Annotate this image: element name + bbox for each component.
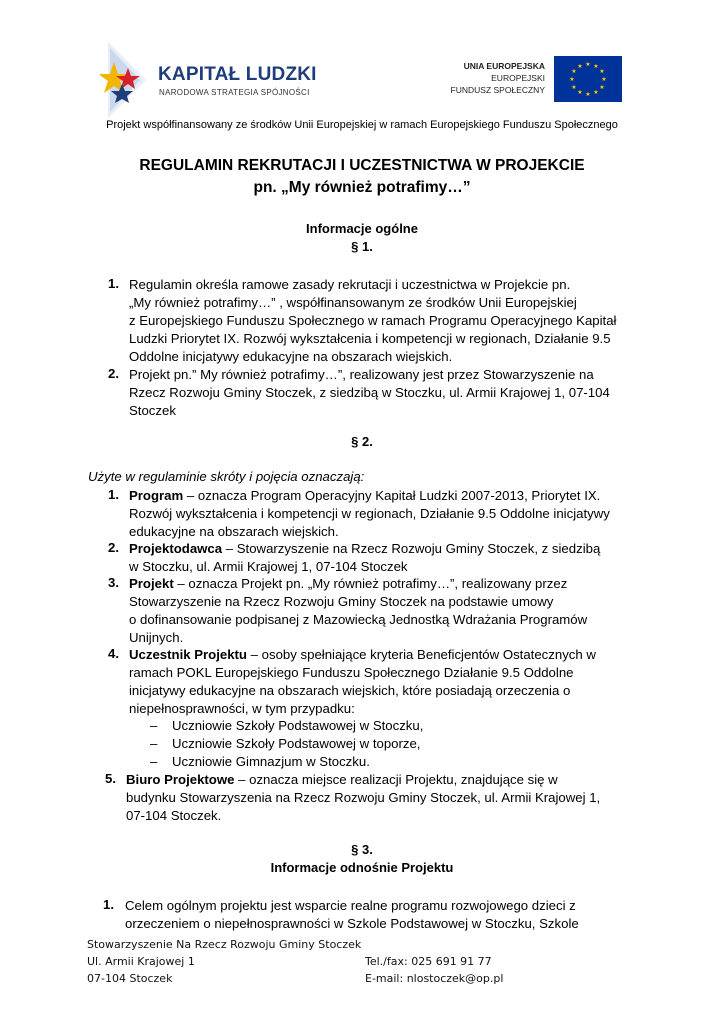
svg-text:★: ★ xyxy=(599,68,605,75)
logo-title: KAPITAŁ LUDZKI xyxy=(158,64,317,85)
s2-item-3-line: Stowarzyszenie na Rzecz Rozwoju Gminy Stoczek na podstawie umowy xyxy=(129,594,554,609)
eu-flag-icon xyxy=(554,56,622,102)
s2-item-4 xyxy=(129,646,596,718)
s2-item-3-line: – oznacza Projekt pn. „My również potrafimy…”, realizowany przez xyxy=(173,576,568,591)
s1-item-1-line: Regulamin określa ramowe zasady rekrutacji i uczestnictwa w Projekcie pn. xyxy=(129,277,571,292)
section3-heading: Informacje odnośnie Projektu xyxy=(270,860,454,875)
dash-bullet: – xyxy=(150,754,158,769)
cofinancing-note: Projekt współfinansowany ze środków Unii Europejskiej w ramach Europejskiego Funduszu Społecznego xyxy=(106,119,618,131)
s2-item-5-line: 07-104 Stoczek. xyxy=(126,808,222,823)
s1-item-1-line: „My również potrafimy…” , współfinansowanym ze środków Unii Europejskiej xyxy=(129,295,577,310)
s2-item-5-line: – oznacza miejsce realizacji Projektu, znajdujące się w xyxy=(234,772,558,787)
svg-text:★: ★ xyxy=(585,91,591,98)
s2-item-4-line: ramach POKL Europejskiego Funduszu Społecznego Działanie 9.5 Oddolne xyxy=(129,665,574,680)
section3-paragraph: § 3. xyxy=(351,842,373,857)
s1-item-2-number: 2. xyxy=(108,366,119,381)
s1-item-1-line: Ludzki Priorytet IX. Rozwój wykształcenia i kompetencji w regionach, Działanie 9.5 xyxy=(129,331,611,346)
s1-item-1-line: z Europejskiego Funduszu Społecznego w ramach Programu Operacyjnego Kapitał xyxy=(129,313,617,328)
s2-item-1-line: – oznacza Program Operacyjny Kapitał Ludzki 2007-2013, Priorytet IX. xyxy=(183,488,601,503)
section2-intro: Użyte w regulaminie skróty i pojęcia oznaczają: xyxy=(88,469,365,484)
s2-item-5 xyxy=(126,771,600,825)
s2-item-4-line: niepełnosprawności, w tym przypadku: xyxy=(129,701,355,716)
svg-text:★: ★ xyxy=(599,84,605,91)
s3-item-1-line: Celem ogólnym projektu jest wsparcie realne programu rozwojowego dzieci z xyxy=(125,898,576,913)
s2-item-1 xyxy=(129,487,610,541)
s2-item-5-line: budynku Stowarzyszenia na Rzecz Rozwoju Gminy Stoczek, ul. Armii Krajowej 1, xyxy=(126,790,601,805)
s2-item-2-term: Projektodawca xyxy=(129,541,223,556)
s2-item-1-term: Program xyxy=(129,488,184,503)
footer-phone: Tel./fax: 025 691 91 77 xyxy=(365,955,492,968)
s3-item-1 xyxy=(125,897,579,933)
svg-text:★: ★ xyxy=(571,68,577,75)
s2-item-2-number: 2. xyxy=(108,540,119,555)
s2-item-4-line: inicjatywy edukacyjne na obszarach wiejskich, które posiadają orzeczenia o xyxy=(129,683,571,698)
s2-item-3-line: o dofinansowanie podpisanej z Mazowiecką Jednostką Wdrażania Programów xyxy=(129,612,588,627)
s2-item-3 xyxy=(129,575,587,647)
section1-paragraph: § 1. xyxy=(351,239,373,254)
logo-subtitle: NARODOWA STRATEGIA SPÓJNOŚCI xyxy=(159,88,310,97)
footer-email: E-mail: nlostoczek@op.pl xyxy=(365,972,504,985)
footer-street: Ul. Armii Krajowej 1 xyxy=(87,955,195,968)
s2-subitem: Uczniowie Szkoły Podstawowej w toporze, xyxy=(172,736,421,751)
svg-text:★: ★ xyxy=(571,84,577,91)
eu-label xyxy=(420,60,545,96)
s3-item-1-line: orzeczeniem o niepełnosprawności w Szkole Podstawowej w Stoczku, Szkole xyxy=(125,916,579,931)
s1-item-2 xyxy=(129,366,610,420)
s3-item-1-number: 1. xyxy=(103,897,114,912)
footer-city: 07-104 Stoczek xyxy=(87,972,173,985)
s2-item-3-term: Projekt xyxy=(129,576,174,591)
s1-item-1 xyxy=(129,276,616,366)
s2-item-4-number: 4. xyxy=(108,646,119,661)
eu-line-3: FUNDUSZ SPOŁECZNY xyxy=(450,85,545,95)
s1-item-2-line: Projekt pn.” My również potrafimy…”, realizowany jest przez Stowarzyszenie na xyxy=(129,367,594,382)
s2-item-1-line: Rozwój wykształcenia i kompetencji w regionach, Działanie 9.5 Oddolne inicjatywy xyxy=(129,506,610,521)
s2-item-4-line: – osoby spełniające kryteria Beneficjentów Ostatecznych w xyxy=(247,647,596,662)
dash-bullet: – xyxy=(150,736,158,751)
s2-item-5-term: Biuro Projektowe xyxy=(126,772,235,787)
document-subtitle: pn. „My również potrafimy…” xyxy=(253,179,471,196)
s1-item-2-line: Rzecz Rozwoju Gminy Stoczek, z siedzibą w Stoczku, ul. Armii Krajowej 1, 07-104 xyxy=(129,385,610,400)
svg-text:★: ★ xyxy=(577,89,583,96)
section2-paragraph: § 2. xyxy=(351,434,373,449)
s1-item-1-number: 1. xyxy=(108,276,119,291)
s1-item-2-line: Stoczek xyxy=(129,403,176,418)
s2-subitem: Uczniowie Gimnazjum w Stoczku. xyxy=(172,754,370,769)
eu-line-2: EUROPEJSKI xyxy=(491,73,545,83)
s2-item-3-number: 3. xyxy=(108,575,119,590)
svg-text:★: ★ xyxy=(577,63,583,70)
dash-bullet: – xyxy=(150,718,158,733)
footer-org: Stowarzyszenie Na Rzecz Rozwoju Gminy Stoczek xyxy=(87,938,362,951)
s2-item-2-line: – Stowarzyszenie na Rzecz Rozwoju Gminy Stoczek, z siedzibą xyxy=(222,541,601,556)
s1-item-1-line: Oddolne inicjatywy edukacyjne na obszarach wiejskich. xyxy=(129,349,453,364)
s2-item-2-line: w Stoczku, ul. Armii Krajowej 1, 07-104 Stoczek xyxy=(129,559,408,574)
s2-item-5-number: 5. xyxy=(105,771,116,786)
s2-subitem: Uczniowie Szkoły Podstawowej w Stoczku, xyxy=(172,718,424,733)
s2-item-4-term: Uczestnik Projektu xyxy=(129,647,247,662)
s2-item-1-line: edukacyjne na obszarach wiejskich. xyxy=(129,524,339,539)
svg-text:★: ★ xyxy=(593,89,599,96)
svg-text:★: ★ xyxy=(585,61,591,68)
svg-text:★: ★ xyxy=(601,76,607,83)
svg-text:★: ★ xyxy=(569,76,575,83)
eu-line-1: UNIA EUROPEJSKA xyxy=(463,61,545,71)
kapital-ludzki-emblem-icon xyxy=(100,40,160,120)
s2-item-2 xyxy=(129,540,600,576)
section1-heading: Informacje ogólne xyxy=(306,221,418,236)
s2-item-3-line: Unijnych. xyxy=(129,630,184,645)
document-title: REGULAMIN REKRUTACJI I UCZESTNICTWA W PROJEKCIE xyxy=(139,157,585,174)
svg-text:★: ★ xyxy=(593,63,599,70)
s2-item-1-number: 1. xyxy=(108,487,119,502)
